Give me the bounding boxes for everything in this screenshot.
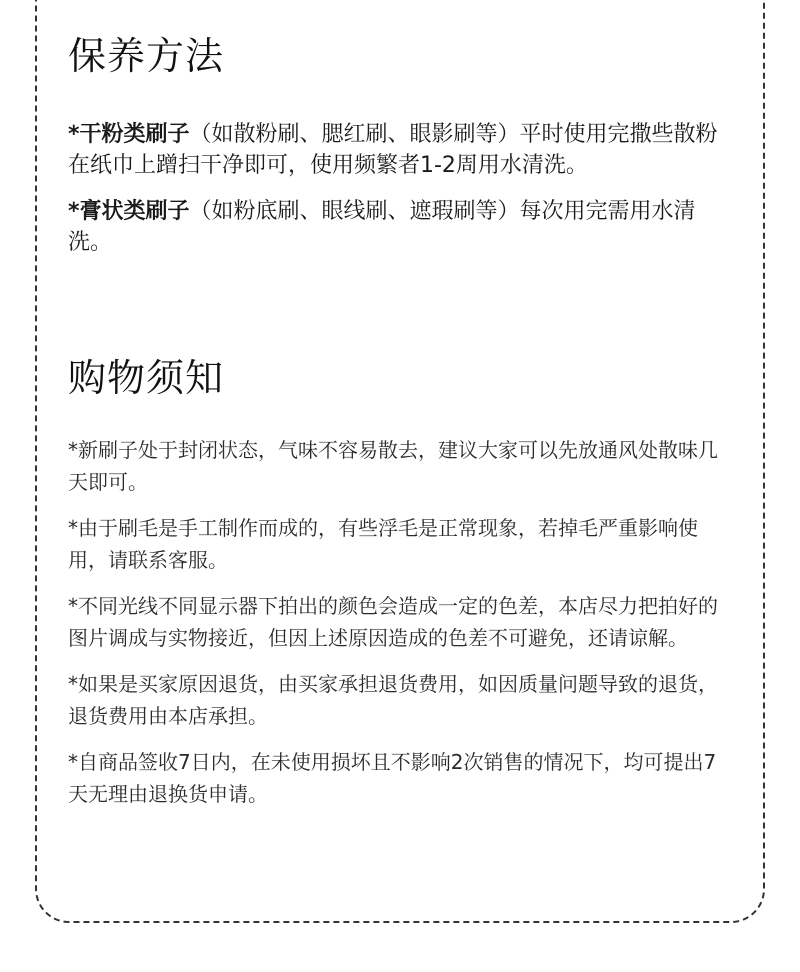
care-item-lead: *干粉类刷子	[68, 122, 190, 147]
notice-item: *自商品签收7日内，在未使用损坏且不影响2次销售的情况下，均可提出7天无理由退换货申请。	[68, 750, 717, 806]
care-item-lead: *膏状类刷子	[68, 199, 190, 224]
notice-section-title: 购物须知	[68, 356, 225, 400]
care-item-powder-brush	[68, 119, 728, 181]
care-item-text: （如散粉刷、腮红刷、眼影刷等）平时使用完撒些散粉在纸巾上蹭扫干净即可，使用频繁者1-2周用水清洗。	[68, 122, 718, 178]
notice-item: *新刷子处于封闭状态，气味不容易散去，建议大家可以先放通风处散味几天即可。	[68, 438, 718, 494]
care-item-text: （如粉底刷、眼线刷、遮瑕刷等）每次用完需用水清洗。	[68, 199, 696, 255]
shopping-notice-list	[68, 434, 728, 824]
care-section-title: 保养方法	[68, 34, 225, 78]
notice-item: *如果是买家原因退货，由买家承担退货费用，如因质量问题导致的退货，退货费用由本店承担。	[68, 672, 718, 728]
care-instructions	[68, 119, 728, 273]
care-item-cream-brush	[68, 196, 728, 258]
notice-item: *由于刷毛是手工制作而成的，有些浮毛是正常现象，若掉毛严重影响使用，请联系客服。	[68, 516, 698, 572]
notice-item: *不同光线不同显示器下拍出的颜色会造成一定的色差，本店尽力把拍好的图片调成与实物接近，但因上述原因造成的色差不可避免，还请谅解。	[68, 594, 718, 650]
